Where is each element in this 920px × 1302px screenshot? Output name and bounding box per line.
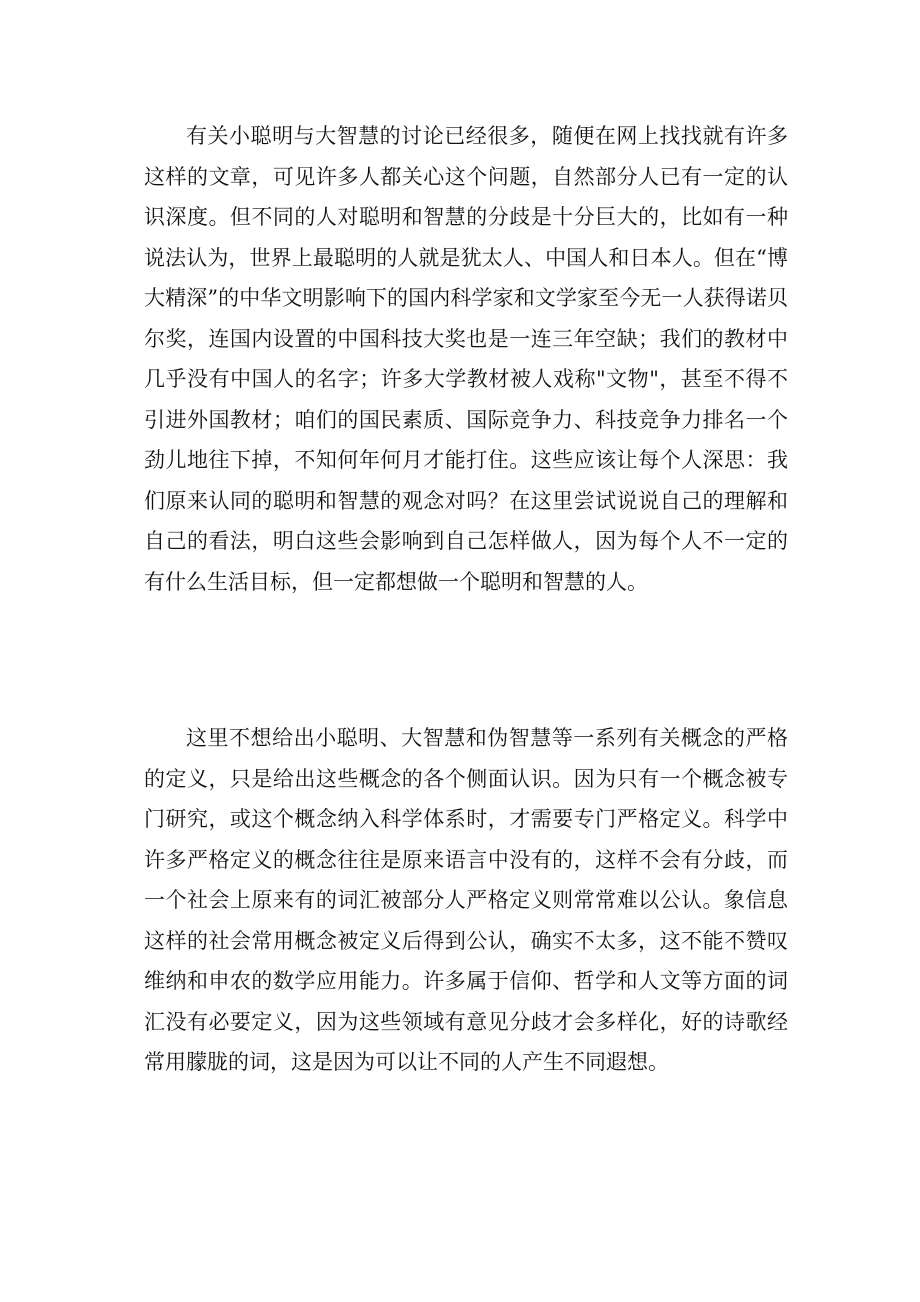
paragraph-2: 这里不想给出小聪明、大智慧和伪智慧等一系列有关概念的严格的定义，只是给出这些概念的各个侧面认识。因为只有一个概念被专门研究，或这个概念纳入科学体系时，才需要专门严格定义。科学中许多严格定义的概念往往是原来语言中没有的，这样不会有分歧，而一个社会上原来有的词汇被部分人严格定义则常常难以公认。象信息这样的社会常用概念被定义后得到公认，确实不太多，这不能不赞叹维纳和申农的数学应用能力。许多属于信仰、哲学和人文等方面的词汇没有必要定义，因为这些领域有意见分歧才会多样化，好的诗歌经常用朦胧的词，这是因为可以让不同的人产生不同遐想。 [144, 726, 788, 1074]
paragraph-1: 有关小聪明与大智慧的讨论已经很多，随便在网上找找就有许多这样的文章，可见许多人都关心这个问题，自然部分人已有一定的认识深度。但不同的人对聪明和智慧的分歧是十分巨大的，比如有一种说法认为，世界上最聪明的人就是犹太人、中国人和日本人。但在“博大精深”的中华文明影响下的国内科学家和文学家至今无一人获得诺贝尔奖，连国内设置的中国科技大奖也是一连三年空缺；我们的教材中几乎没有中国人的名字；许多大学教材被人戏称"文物"，甚至不得不引进外国教材；咱们的国民素质、国际竞争力、科技竞争力排名一个劲儿地往下掉，不知何年何月才能打住。这些应该让每个人深思：我们原来认同的聪明和智慧的观念对吗？在这里尝试说说自己的理解和自己的看法，明白这些会影响到自己怎样做人，因为每个人不一定的有什么生活目标，但一定都想做一个聪明和智慧的人。 [144, 124, 788, 594]
